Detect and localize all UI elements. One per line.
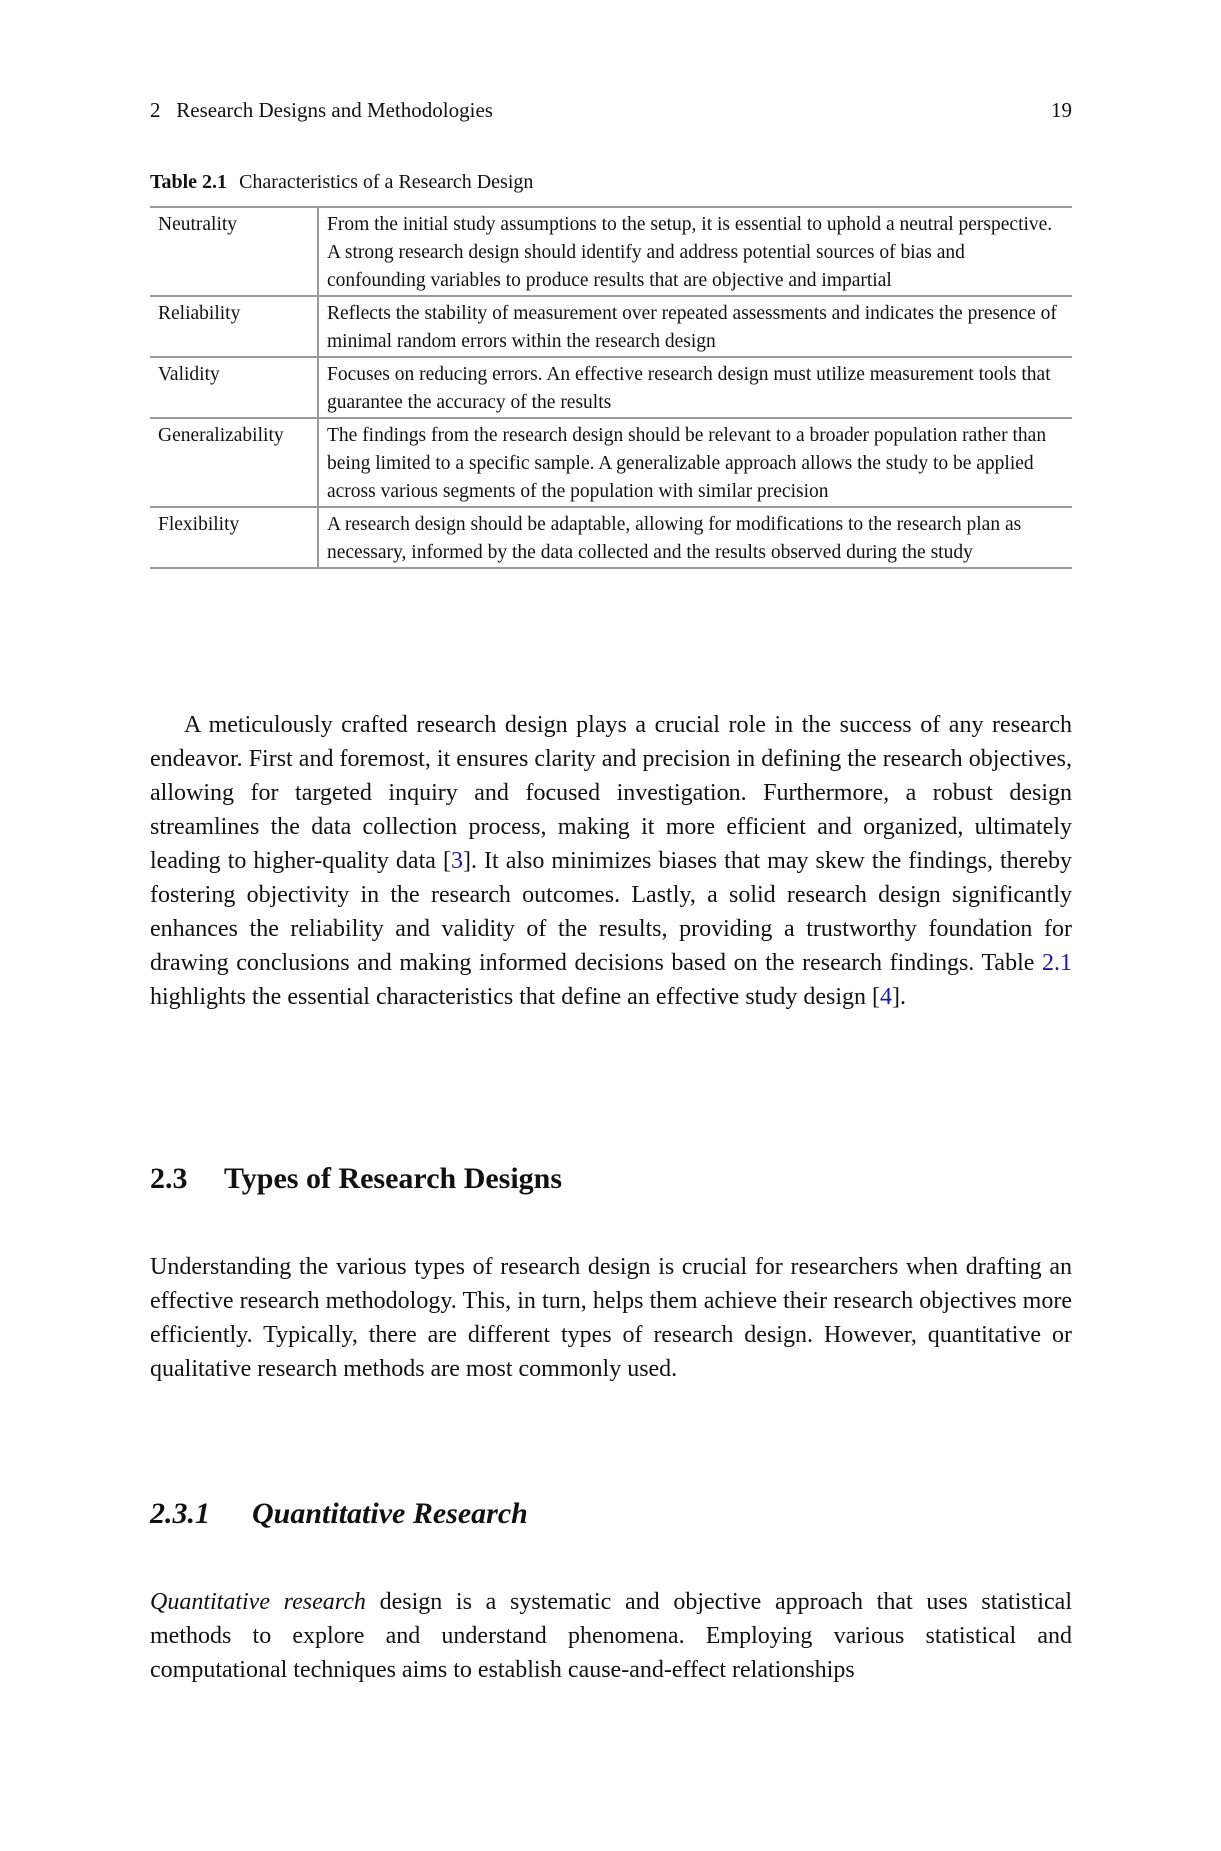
body-paragraph-3: Quantitative research design is a systematic and objective approach that uses statistical methods to explore and understand phenomena. Employing various statistical and computational techniques aims to establish cause-and-effect relationships: [150, 1589, 1073, 1683]
table-row: [150, 418, 1072, 507]
subsection-heading-2-3-1: [150, 1497, 528, 1531]
citation-link-4[interactable]: 4: [879, 984, 892, 1010]
term-cell: Validity: [150, 357, 318, 418]
table-reference-link[interactable]: 2.1: [1042, 950, 1072, 976]
term-cell: Neutrality: [150, 207, 318, 296]
body-paragraph-1: A meticulously crafted research design plays a crucial role in the success of any research endeavor. First and foremost, it ensures clarity and precision in defining the research objectives, allowing for targeted inquiry and focused investigation. Furthermore, a robust design streamlines the data collection process, making it more efficient and organized, ultimately leading to higher-quality data [3]. It also minimizes biases that may skew the findings, thereby fostering objectivity in the research outcomes. Lastly, a solid research design significantly enhances the reliability and validity of the results, providing a trustworthy foundation for drawing conclusions and making informed decisions based on the research findings. Table 2.1 highlights the essential characteristics that define an effective study design [4].: [150, 712, 1072, 1010]
description-cell: A research design should be adaptable, allowing for modifications to the research plan as necessary, informed by the data collected and the results observed during the study: [318, 507, 1072, 568]
subsection-title: Quantitative Research: [252, 1497, 528, 1530]
description-cell: From the initial study assumptions to the setup, it is essential to uphold a neutral perspective. A strong research design should identify and address potential sources of bias and confounding variables to produce results that are objective and impartial: [318, 207, 1072, 296]
table-row: [150, 357, 1072, 418]
description-cell: Focuses on reducing errors. An effective research design must utilize measurement tools that guarantee the accuracy of the results: [318, 357, 1072, 418]
description-cell: The findings from the research design should be relevant to a broader population rather than being limited to a specific sample. A generalizable approach allows the study to be applied across various segments of the population with similar precision: [318, 418, 1072, 507]
term-cell: Generalizability: [150, 418, 318, 507]
page-number: 19: [1051, 98, 1072, 122]
table-caption: [150, 170, 533, 194]
term-cell: Reliability: [150, 296, 318, 357]
chapter-title: 2 Research Designs and Methodologies: [150, 98, 493, 122]
table-caption-text: Characteristics of a Research Design: [239, 171, 534, 193]
table-label: Table 2.1: [150, 171, 228, 193]
body-paragraph-2: Understanding the various types of research design is crucial for researchers when drafting an effective research methodology. This, in turn, helps them achieve their research objectives more efficiently. Typically, there are different types of research design. However, quantitative or qualitative research methods are most commonly used.: [150, 1254, 1072, 1382]
emphasis-term: Quantitative research: [150, 1589, 366, 1615]
term-cell: Flexibility: [150, 507, 318, 568]
section-heading-2-3: [150, 1162, 562, 1196]
section-number: 2.3: [150, 1162, 188, 1195]
running-head: [150, 98, 1072, 122]
table-row: [150, 507, 1072, 568]
characteristics-table: [150, 206, 1072, 569]
table-row: [150, 207, 1072, 296]
table-row: [150, 296, 1072, 357]
description-cell: Reflects the stability of measurement over repeated assessments and indicates the presence of minimal random errors within the research design: [318, 296, 1072, 357]
section-title: Types of Research Designs: [224, 1162, 563, 1195]
subsection-number: 2.3.1: [150, 1497, 210, 1530]
citation-link-3[interactable]: 3: [450, 848, 463, 874]
